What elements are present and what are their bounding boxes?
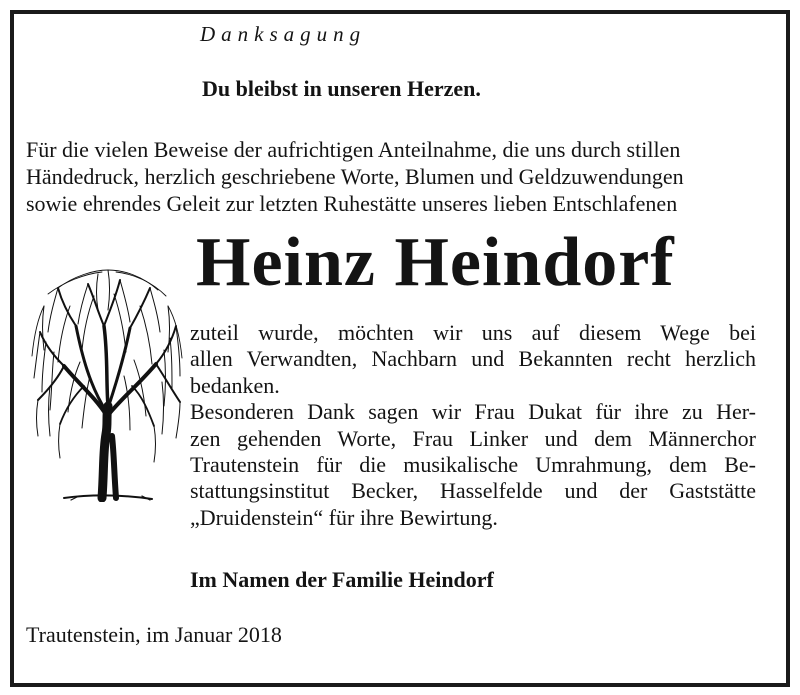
body-line-2: allen Verwandten, Nachbarn und Bekannten recht herzlich [190,346,756,372]
place-date: Trautenstein, im Januar 2018 [26,622,282,647]
intro-line-2: Händedruck, herzlich geschriebene Worte, Blumen und Geldzuwendungen [26,164,684,189]
body-line-1: zuteil wurde, möchten wir uns auf diesem Wege bei [190,320,756,345]
notice-subheading: Du bleibst in unseren Herzen. [202,76,481,101]
body-line-7: stattungsinstitut Becker, Hasselfelde und der Gaststätte [190,478,756,504]
body-line-8: „Druidenstein“ für ihre Bewirtung. [190,504,498,530]
body-text [190,320,756,531]
body-line-6: Trautenstein für die musikalische Umrahmung, dem Be- [190,451,756,477]
intro-line-3: sowie ehrendes Geleit zur letzten Ruhestätte unseres lieben Entschlafenen [26,191,678,216]
intro-line-1: Für die vielen Beweise der aufrichtigen Anteilnahme, die uns durch stillen [26,137,681,162]
body-line-4: Besonderen Dank sagen wir Frau Dukat für ihre zu Her- [190,399,756,425]
body-line-5: zen gehenden Worte, Frau Linker und dem Männerchor [190,425,756,451]
deceased-name: Heinz Heindorf [196,224,675,301]
body-line-3: bedanken. [190,372,280,398]
family-signature: Im Namen der Familie Heindorf [190,567,494,592]
tree-icon [24,266,188,502]
notice-heading: Danksagung [200,22,367,46]
